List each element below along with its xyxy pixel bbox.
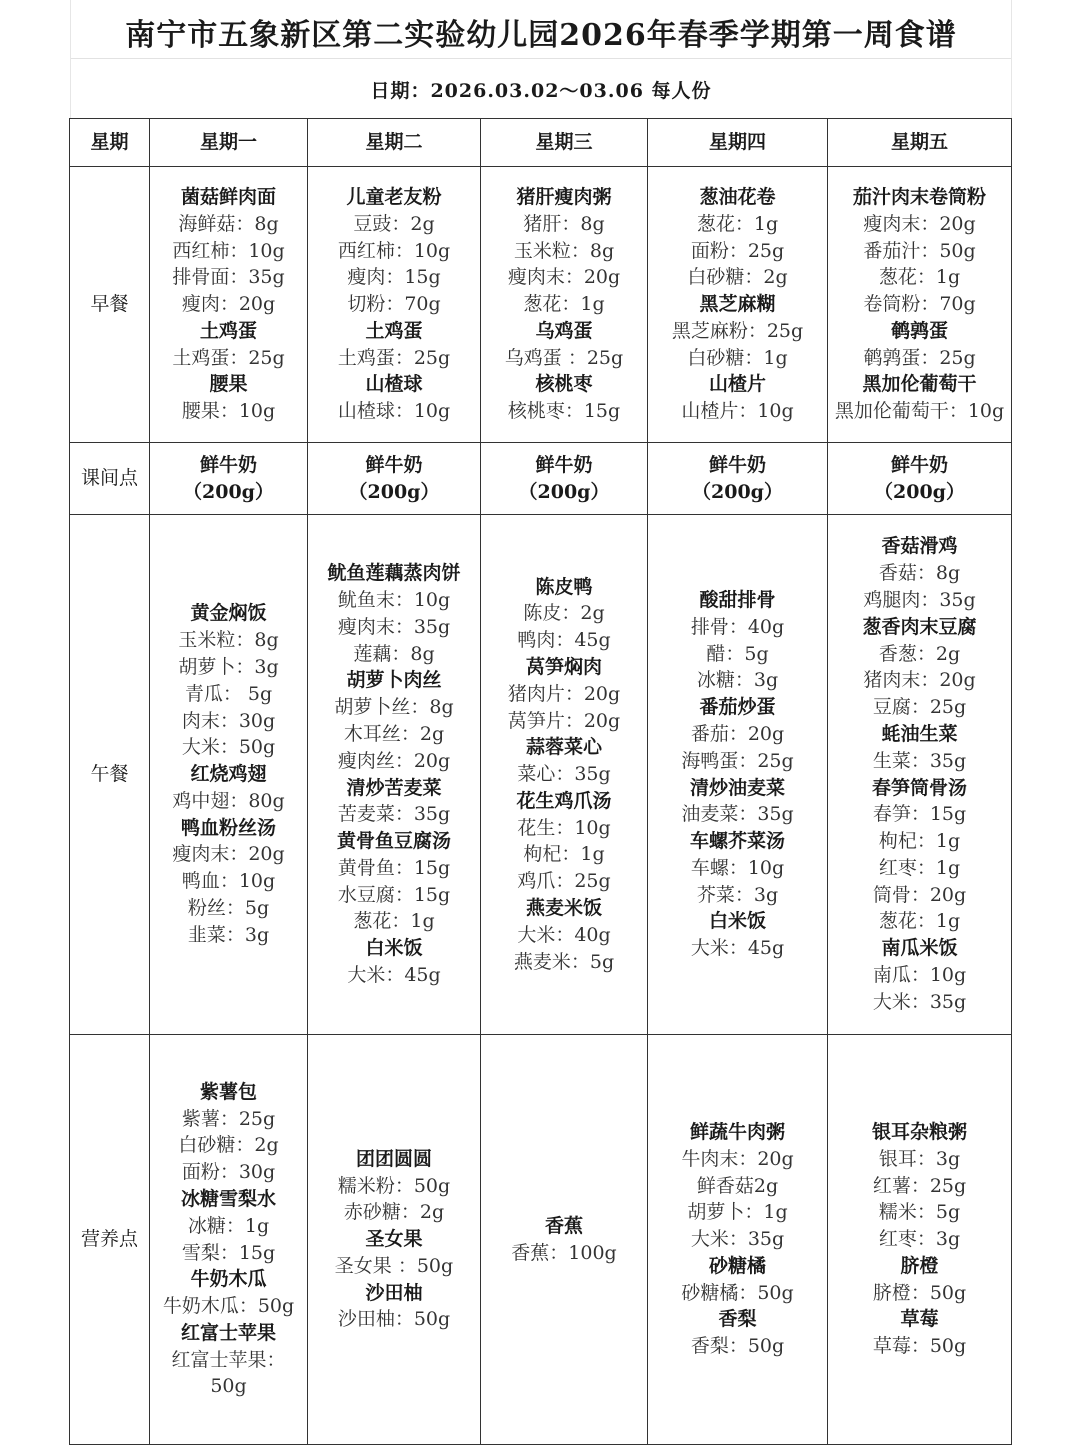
snack-cell-wed xyxy=(481,443,648,515)
snack-cell-thu xyxy=(648,443,828,515)
snack-cell-tue xyxy=(308,443,481,515)
lunch-cell-fri xyxy=(828,515,1012,1035)
ingredient-line: 玉米粒：8g xyxy=(178,629,279,652)
dish-name: 燕麦米饭 xyxy=(525,897,602,920)
weekday-header-row xyxy=(70,119,1012,167)
ingredient-line: 圣女果 ：50g xyxy=(334,1254,454,1277)
ingredient-line: 青瓜： 5g xyxy=(184,682,273,705)
ingredient-line: 鸡腿肉：35g xyxy=(863,588,976,611)
dish-name: 山楂球 xyxy=(365,373,423,396)
dish-name: 春笋筒骨汤 xyxy=(871,776,967,799)
meal-row-snack xyxy=(70,443,1012,515)
ingredient-line: 春笋：15g xyxy=(872,803,967,826)
dish-name: （200g） xyxy=(874,480,965,503)
meal-label-snack: 课间点 xyxy=(70,443,150,515)
ingredient-line: 番茄汁：50g xyxy=(863,239,976,262)
dish-name: 牛奶木瓜 xyxy=(190,1268,267,1291)
ingredient-line: 排骨：40g xyxy=(690,615,785,638)
ingredient-line: 瘦肉末：20g xyxy=(172,843,285,866)
dish-name: 草莓 xyxy=(900,1308,939,1331)
dish-name: 白米饭 xyxy=(708,910,766,933)
ingredient-line: 香蕉：100g xyxy=(511,1241,617,1264)
ingredient-line: 鸭肉：45g xyxy=(517,629,611,652)
ingredient-line: 瘦肉末：20g xyxy=(507,266,621,289)
menu-header xyxy=(70,0,1012,119)
ingredient-line: 雪梨：15g xyxy=(181,1241,276,1264)
dish-name: 沙田柚 xyxy=(365,1281,423,1304)
ingredient-line: 花生：10g xyxy=(517,816,611,839)
ingredient-line: 大米：35g xyxy=(872,990,967,1013)
ingredient-line: 车螺：10g xyxy=(690,856,785,879)
dish-name: 香菇滑鸡 xyxy=(881,535,958,558)
dish-name: 核桃枣 xyxy=(535,373,593,396)
dish-name: 鲜牛奶 xyxy=(365,453,423,476)
ingredient-line: 面粉：25g xyxy=(690,239,785,262)
ingredient-line: 黄骨鱼：15g xyxy=(337,856,451,879)
ingredient-line: 排骨面：35g xyxy=(172,266,285,289)
ingredient-line: 燕麦米：5g xyxy=(513,950,615,973)
ingredient-line: 红枣：1g xyxy=(878,856,961,879)
dish-name: 香梨 xyxy=(718,1308,757,1331)
ingredient-line: 番茄：20g xyxy=(690,722,785,745)
breakfast-cell-fri xyxy=(828,167,1012,443)
snack-cell-fri xyxy=(828,443,1012,515)
dish-name: 番茄炒蛋 xyxy=(699,696,776,719)
dish-name: 鲜牛奶 xyxy=(535,453,593,476)
dish-name: 葱油花卷 xyxy=(699,185,776,208)
ingredient-line: 核桃枣：15g xyxy=(507,400,621,423)
ingredient-line: 土鸡蛋：25g xyxy=(337,346,451,369)
dish-name: （200g） xyxy=(348,480,440,503)
ingredient-line: 葱花：1g xyxy=(353,910,435,933)
lunch-cell-wed xyxy=(481,515,648,1035)
ingredient-line: 冰糖：3g xyxy=(696,669,779,692)
dish-name: 猪肝瘦肉粥 xyxy=(516,185,612,208)
ingredient-line: 砂糖橘：50g xyxy=(681,1281,794,1304)
ingredient-line: 鹌鹑蛋：25g xyxy=(863,346,976,369)
ingredient-line: 韭菜：3g xyxy=(187,923,270,946)
dish-name: 香蕉 xyxy=(544,1214,583,1237)
ingredient-line: 脐橙：50g xyxy=(872,1281,967,1304)
ingredient-line: 大米：45g xyxy=(690,937,785,960)
weekday-corner-cell: 星期 xyxy=(70,119,150,167)
ingredient-line: 莲藕：8g xyxy=(353,642,435,665)
dish-name: 冰糖雪梨水 xyxy=(180,1187,276,1210)
dish-name: 红烧鸡翅 xyxy=(190,763,267,786)
lunch-cell-thu xyxy=(648,515,828,1035)
ingredient-line: 生菜：35g xyxy=(872,749,967,772)
ingredient-line: 糯米粉：50g xyxy=(337,1174,451,1197)
ingredient-line: 糯米：5g xyxy=(878,1201,961,1224)
dish-name: 花生鸡爪汤 xyxy=(516,789,612,812)
ingredient-line: 葱花：1g xyxy=(696,212,779,235)
ingredient-line: 水豆腐：15g xyxy=(337,883,451,906)
dish-name: 黄金焖饭 xyxy=(190,602,267,625)
ingredient-line: 大米：45g xyxy=(347,964,441,987)
dish-name: 蒜蓉菜心 xyxy=(525,736,602,759)
ingredient-line: 香葱：2g xyxy=(878,642,961,665)
weekday-header-wed: 星期三 xyxy=(481,119,648,167)
ingredient-line: 木耳丝：2g xyxy=(343,722,445,745)
dish-name: 白米饭 xyxy=(365,937,423,960)
ingredient-line: 牛奶木瓜：50g xyxy=(162,1295,295,1318)
page-title: 南宁市五象新区第二实验幼儿园2026年春季学期第一周食谱 xyxy=(125,18,957,53)
breakfast-cell-tue xyxy=(308,167,481,443)
ingredient-line: 白砂糖：1g xyxy=(687,346,788,369)
dish-name: 鲜牛奶 xyxy=(708,453,766,476)
weekday-header-thu: 星期四 xyxy=(648,119,828,167)
ingredient-line: 白砂糖：2g xyxy=(178,1134,279,1157)
dish-name: 紫薯包 xyxy=(199,1080,257,1103)
ingredient-line: 50g xyxy=(210,1375,247,1398)
ingredient-line: 筒骨：20g xyxy=(872,883,967,906)
ingredient-line: 海鸭蛋：25g xyxy=(681,749,794,772)
meal-row-breakfast xyxy=(70,167,1012,443)
dish-name: 茄汁肉末卷筒粉 xyxy=(852,185,986,208)
ingredient-line: 猪肉末：20g xyxy=(863,669,976,692)
dish-name: 陈皮鸭 xyxy=(535,575,593,598)
dish-name: 红富士苹果 xyxy=(180,1321,276,1344)
ingredient-line: 油麦菜：35g xyxy=(681,803,794,826)
weekday-header-fri: 星期五 xyxy=(828,119,1012,167)
ingredient-line: 胡萝卜丝：8g xyxy=(334,696,454,719)
breakfast-cell-mon xyxy=(150,167,308,443)
ingredient-line: 黑加伦葡萄干：10g xyxy=(834,400,1005,423)
nutrition-snack-cell-wed xyxy=(481,1035,648,1445)
ingredient-line: 紫薯：25g xyxy=(181,1107,276,1130)
dish-name: 清炒油麦菜 xyxy=(689,776,785,799)
weekly-menu-table xyxy=(69,118,1012,1445)
ingredient-line: 猪肉片：20g xyxy=(507,682,621,705)
dish-name: 黑加伦葡萄干 xyxy=(862,373,977,396)
dish-name: 土鸡蛋 xyxy=(199,319,257,342)
ingredient-line: 瘦肉：20g xyxy=(181,293,276,316)
meal-label-breakfast: 早餐 xyxy=(70,167,150,443)
ingredient-line: 玉米粒：8g xyxy=(513,239,615,262)
ingredient-line: 芥菜：3g xyxy=(696,883,779,906)
ingredient-line: 牛肉末：20g xyxy=(681,1147,794,1170)
ingredient-line: 大米：40g xyxy=(517,923,611,946)
ingredient-line: 瘦肉末：20g xyxy=(863,212,976,235)
ingredient-line: 黑芝麻粉：25g xyxy=(671,319,804,342)
ingredient-line: 鱿鱼末：10g xyxy=(337,588,451,611)
ingredient-line: 大米：35g xyxy=(690,1228,785,1251)
meal-label-lunch: 午餐 xyxy=(70,515,150,1035)
lunch-cell-mon xyxy=(150,515,308,1035)
ingredient-line: 豆腐：25g xyxy=(872,696,967,719)
dish-name: 黑芝麻糊 xyxy=(699,293,776,316)
ingredient-line: 葱花：1g xyxy=(878,910,961,933)
dish-name: 团团圆圆 xyxy=(355,1147,432,1170)
dish-name: 鲜牛奶 xyxy=(199,453,257,476)
nutrition-snack-cell-tue xyxy=(308,1035,481,1445)
dish-name: 乌鸡蛋 xyxy=(535,319,593,342)
ingredient-line: 葱花：1g xyxy=(523,293,605,316)
dish-name: （200g） xyxy=(692,480,783,503)
snack-cell-mon xyxy=(150,443,308,515)
ingredient-line: 枸杞：1g xyxy=(523,843,605,866)
dish-name: 脐橙 xyxy=(900,1254,939,1277)
title-divider xyxy=(71,58,1011,59)
dish-name: 银耳杂粮粥 xyxy=(871,1120,967,1143)
ingredient-line: 瘦肉末：35g xyxy=(337,615,451,638)
ingredient-line: 红枣：3g xyxy=(878,1228,961,1251)
dish-name: 土鸡蛋 xyxy=(365,319,423,342)
ingredient-line: 瘦肉：15g xyxy=(347,266,441,289)
ingredient-line: 猪肝：8g xyxy=(523,212,605,235)
dish-name: 清炒苦麦菜 xyxy=(346,776,442,799)
ingredient-line: 西红柿：10g xyxy=(172,239,285,262)
ingredient-line: 红薯：25g xyxy=(872,1174,967,1197)
ingredient-line: 红富士苹果： xyxy=(171,1348,286,1371)
meal-row-nutrition-snack xyxy=(70,1035,1012,1445)
dish-name: 车螺芥菜汤 xyxy=(689,830,785,853)
dish-name: 山楂片 xyxy=(708,373,766,396)
ingredient-line: 胡萝卜：3g xyxy=(178,655,279,678)
meal-row-lunch xyxy=(70,515,1012,1035)
ingredient-line: 西红柿：10g xyxy=(337,239,451,262)
breakfast-cell-thu xyxy=(648,167,828,443)
dish-name: 鹌鹑蛋 xyxy=(890,319,948,342)
ingredient-line: 卷筒粉：70g xyxy=(863,293,976,316)
dish-name: 菌菇鲜肉面 xyxy=(180,185,276,208)
ingredient-line: 土鸡蛋：25g xyxy=(172,346,285,369)
ingredient-line: 切粉：70g xyxy=(347,293,441,316)
dish-name: （200g） xyxy=(183,480,274,503)
weekday-header-tue: 星期二 xyxy=(308,119,481,167)
ingredient-line: 香菇：8g xyxy=(878,562,961,585)
dish-name: 腰果 xyxy=(209,373,248,396)
meal-label-nutrition-snack: 营养点 xyxy=(70,1035,150,1445)
dish-name: 胡萝卜肉丝 xyxy=(346,669,442,692)
ingredient-line: 鸭血：10g xyxy=(181,870,276,893)
ingredient-line: 海鲜菇：8g xyxy=(178,212,279,235)
ingredient-line: 银耳：3g xyxy=(878,1147,961,1170)
breakfast-cell-wed xyxy=(481,167,648,443)
ingredient-line: 醋：5g xyxy=(706,642,769,665)
ingredient-line: 赤砂糖：2g xyxy=(343,1201,445,1224)
ingredient-line: 苦麦菜：35g xyxy=(337,803,451,826)
ingredient-line: 山楂片：10g xyxy=(681,400,794,423)
dish-name: 儿童老友粉 xyxy=(346,185,442,208)
ingredient-line: 面粉：30g xyxy=(181,1161,276,1184)
dish-name: 黄骨鱼豆腐汤 xyxy=(336,830,451,853)
ingredient-line: 白砂糖：2g xyxy=(687,266,788,289)
ingredient-line: 鸡中翅：80g xyxy=(172,789,285,812)
weekday-header-mon: 星期一 xyxy=(150,119,308,167)
ingredient-line: 乌鸡蛋 ：25g xyxy=(504,346,624,369)
dish-name: 葱香肉末豆腐 xyxy=(862,615,977,638)
ingredient-line: 葱花：1g xyxy=(878,266,961,289)
dish-name: 莴笋焖肉 xyxy=(525,655,602,678)
date-line: 日期：2026.03.02～03.06 每人份 xyxy=(370,80,712,102)
ingredient-line: 山楂球：10g xyxy=(337,400,451,423)
ingredient-line: 腰果：10g xyxy=(181,400,276,423)
dish-name: 鲜牛奶 xyxy=(890,453,948,476)
dish-name: 酸甜排骨 xyxy=(699,588,776,611)
ingredient-line: 香梨：50g xyxy=(690,1335,785,1358)
ingredient-line: 草莓：50g xyxy=(872,1335,967,1358)
ingredient-line: 莴笋片：20g xyxy=(507,709,621,732)
dish-name: （200g） xyxy=(518,480,610,503)
ingredient-line: 冰糖：1g xyxy=(187,1214,270,1237)
ingredient-line: 粉丝：5g xyxy=(187,897,270,920)
lunch-cell-tue xyxy=(308,515,481,1035)
nutrition-snack-cell-fri xyxy=(828,1035,1012,1445)
ingredient-line: 陈皮：2g xyxy=(523,602,605,625)
ingredient-line: 胡萝卜：1g xyxy=(687,1201,788,1224)
ingredient-line: 南瓜：10g xyxy=(872,964,967,987)
nutrition-snack-cell-mon xyxy=(150,1035,308,1445)
dish-name: 圣女果 xyxy=(365,1228,423,1251)
ingredient-line: 瘦肉丝：20g xyxy=(337,749,451,772)
dish-name: 鲜蔬牛肉粥 xyxy=(689,1120,785,1143)
nutrition-snack-cell-thu xyxy=(648,1035,828,1445)
ingredient-line: 大米：50g xyxy=(181,736,276,759)
dish-name: 鸭血粉丝汤 xyxy=(180,816,276,839)
ingredient-line: 豆豉：2g xyxy=(353,212,435,235)
ingredient-line: 肉末：30g xyxy=(181,709,276,732)
ingredient-line: 枸杞：1g xyxy=(878,830,961,853)
ingredient-line: 菜心：35g xyxy=(517,763,611,786)
dish-name: 蚝油生菜 xyxy=(881,722,958,745)
dish-name: 砂糖橘 xyxy=(708,1254,766,1277)
ingredient-line: 鸡爪：25g xyxy=(517,870,611,893)
ingredient-line: 鲜香菇2g xyxy=(696,1174,779,1197)
ingredient-line: 沙田柚：50g xyxy=(337,1308,451,1331)
dish-name: 鱿鱼莲藕蒸肉饼 xyxy=(327,562,461,585)
dish-name: 南瓜米饭 xyxy=(881,937,958,960)
